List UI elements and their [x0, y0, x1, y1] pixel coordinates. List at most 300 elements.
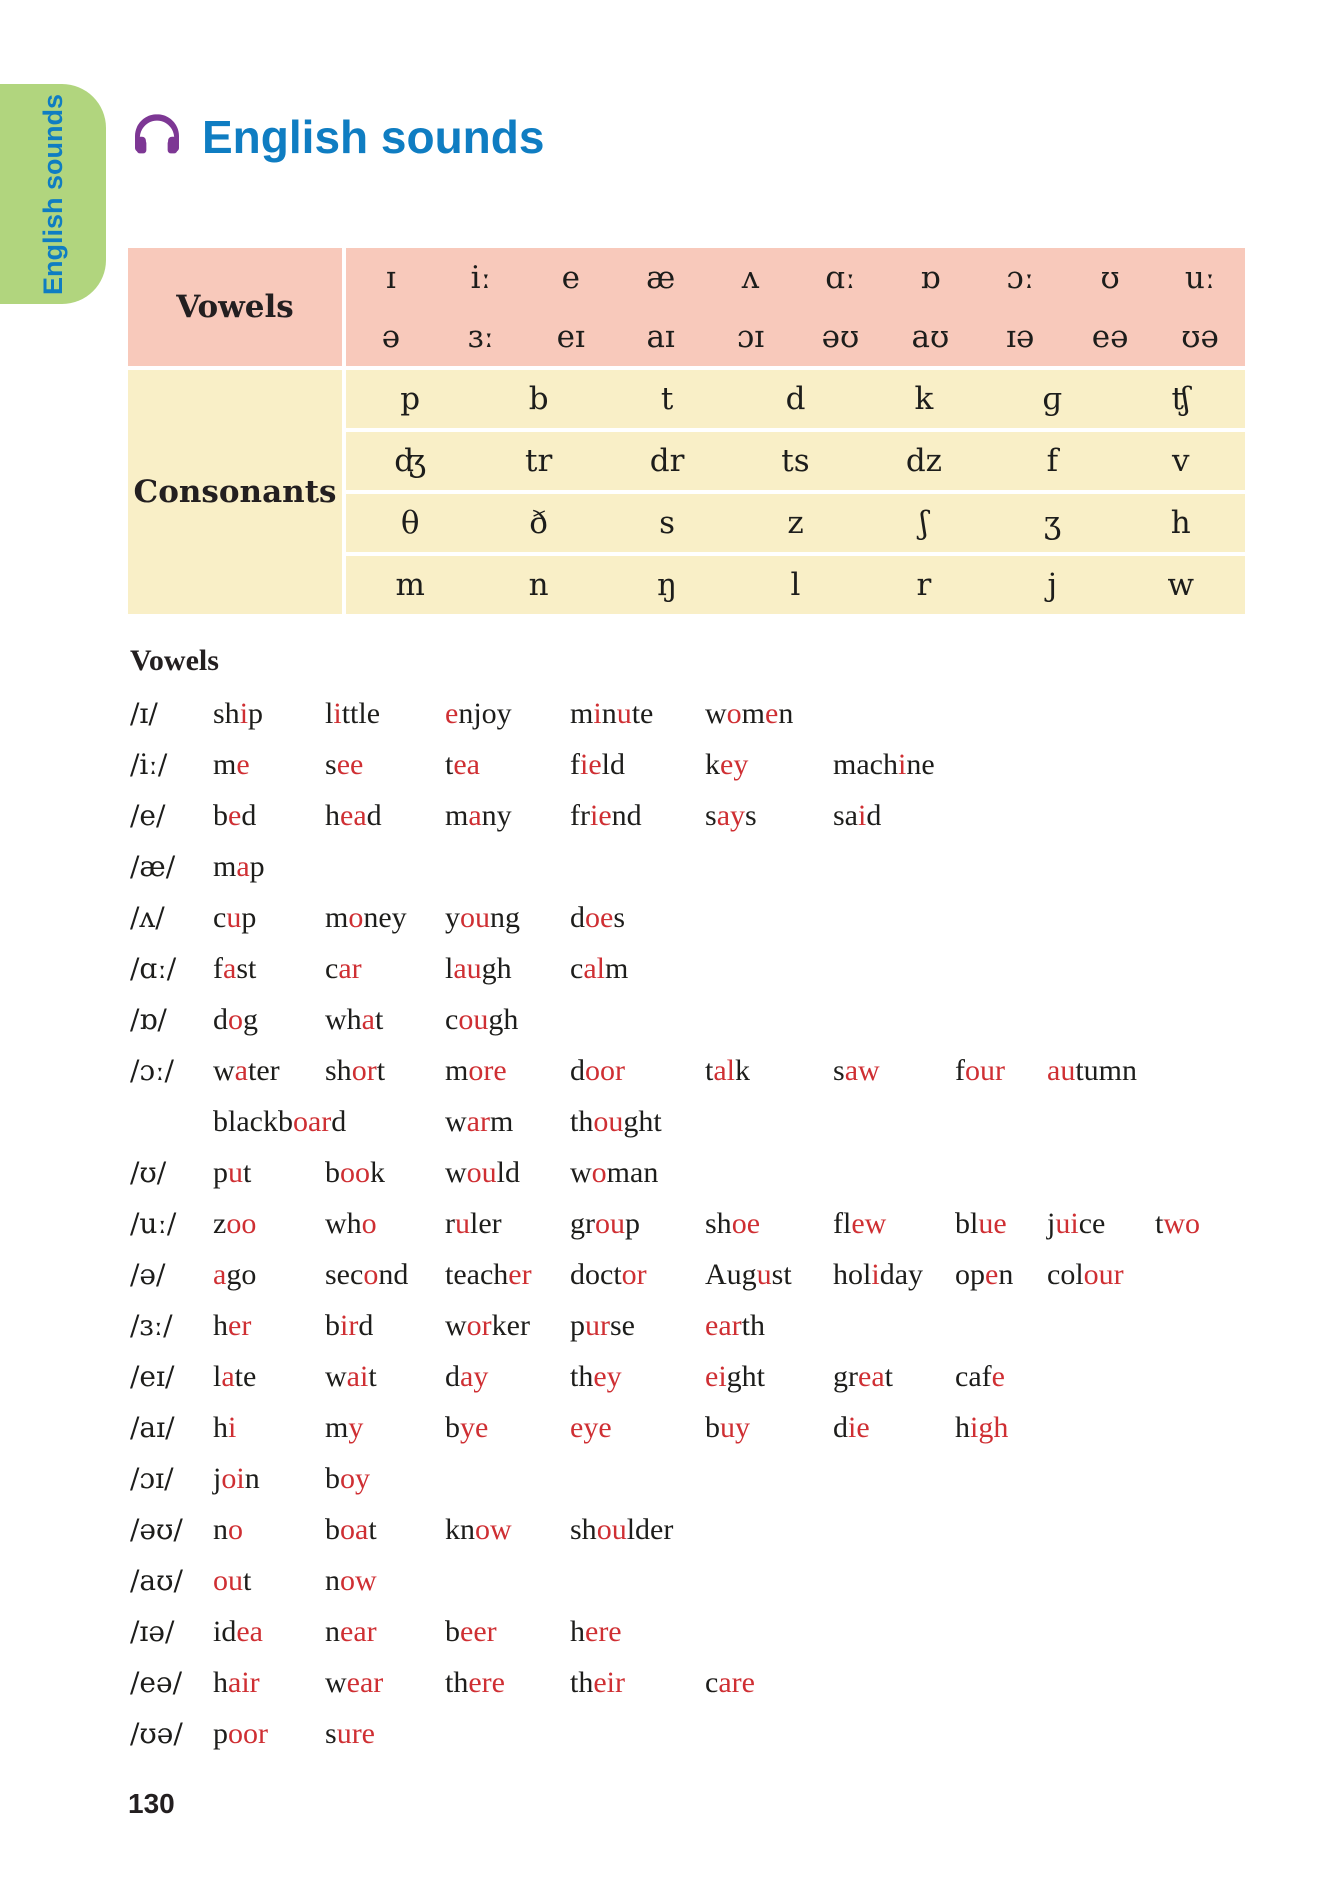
example-word: thought [570, 1105, 662, 1138]
phoneme-label: /ɑː/ [130, 952, 177, 985]
ipa-symbol: p [400, 381, 421, 417]
example-word: calm [570, 952, 629, 985]
highlighted-letters: ear [705, 1309, 742, 1342]
ipa-symbol: ts [781, 443, 810, 479]
highlighted-letters: uy [720, 1411, 750, 1444]
page-title: English sounds [202, 111, 545, 163]
phoneme-label: /ʌ/ [130, 901, 165, 934]
highlighted-letters: ie [589, 799, 612, 832]
highlighted-letters: i [897, 748, 907, 781]
example-word: tea [445, 748, 480, 781]
highlighted-letters: a [234, 1054, 248, 1087]
example-word: holiday [833, 1258, 924, 1291]
example-word: who [325, 1207, 377, 1240]
highlighted-letters: e [991, 1360, 1005, 1393]
example-word: no [213, 1513, 243, 1546]
phoneme-label: /aʊ/ [130, 1564, 183, 1597]
vowel-symbol-rows [346, 248, 1245, 366]
highlighted-letters: e [445, 697, 459, 730]
word-row [130, 943, 1275, 994]
highlighted-letters: ea [453, 748, 480, 781]
example-word: does [570, 901, 626, 934]
phoneme-label: /ɔː/ [130, 1054, 174, 1087]
example-word: join [213, 1462, 260, 1495]
highlighted-letters: ou [593, 1105, 624, 1138]
ipa-symbol: ɔː [1006, 259, 1035, 296]
example-word [570, 1402, 705, 1453]
example-word: little [325, 697, 381, 730]
highlighted-letters: o [348, 901, 364, 934]
example-word: me [213, 748, 250, 781]
example-word: autumn [1047, 1054, 1137, 1087]
ipa-symbol: ʒ [1043, 505, 1062, 541]
example-word: door [570, 1054, 625, 1087]
example-word: fast [213, 952, 257, 985]
sidebar-tab [0, 84, 106, 304]
example-word: bed [213, 799, 257, 832]
highlighted-letters: o [228, 1003, 243, 1036]
sidebar-tab-label: English sounds [37, 93, 68, 295]
ipa-symbol: z [787, 505, 804, 541]
example-word: beer [445, 1615, 497, 1648]
example-word: her [213, 1309, 252, 1342]
ipa-symbol: iː [470, 259, 492, 296]
example-word: said [833, 799, 882, 832]
example-word: more [445, 1054, 507, 1087]
example-word: cough [445, 1003, 519, 1036]
highlighted-letters: ou [595, 1207, 625, 1240]
example-word: hair [213, 1666, 260, 1699]
word-row [130, 1198, 1275, 1249]
ipa-symbol: dr [649, 443, 685, 479]
example-word: saw [833, 1054, 880, 1087]
highlighted-letters: oi [221, 1462, 245, 1495]
highlighted-letters: i [239, 697, 249, 730]
highlighted-letters: i [228, 1411, 237, 1444]
highlighted-letters: ure [336, 1717, 375, 1750]
word-row [130, 841, 1275, 892]
highlighted-letters: a [236, 850, 250, 883]
ipa-symbol: t [660, 381, 674, 417]
highlighted-letters: eir [593, 1666, 625, 1699]
highlighted-letters: oa [340, 1513, 369, 1546]
phoneme-label: /ɔɪ/ [130, 1462, 174, 1495]
example-word: key [705, 748, 749, 781]
highlighted-letters: i [333, 697, 342, 730]
highlighted-letters: ow [475, 1513, 512, 1546]
ipa-symbol: m [395, 567, 425, 603]
example-word: many [445, 799, 512, 832]
word-list [130, 688, 1275, 1759]
highlighted-letters: ie [848, 1411, 870, 1444]
highlighted-letters: ore [468, 1054, 507, 1087]
highlighted-letters: ir [340, 1309, 359, 1342]
ipa-symbol: f [1046, 443, 1059, 479]
consonant-symbol-row [346, 432, 1245, 490]
ipa-symbol: w [1167, 567, 1195, 603]
example-word: cup [213, 901, 257, 934]
highlighted-letters: ui [1055, 1207, 1079, 1240]
example-word: doctor [570, 1258, 647, 1291]
consonants-block [128, 370, 1245, 614]
highlighted-letters: a [213, 1258, 227, 1291]
highlighted-letters: a [221, 1360, 235, 1393]
highlighted-letters: a [223, 952, 237, 985]
phoneme-label: /e/ [130, 799, 166, 832]
word-row [130, 1249, 1275, 1300]
example-word: wait [325, 1360, 377, 1393]
word-row [130, 1351, 1275, 1402]
example-word: zoo [213, 1207, 257, 1240]
example-word: juice [1047, 1207, 1106, 1240]
example-word: says [705, 799, 757, 832]
consonant-symbol-row [346, 556, 1245, 614]
ipa-symbol: s [659, 505, 676, 541]
example-word: would [445, 1156, 521, 1189]
highlighted-letters: ow [340, 1564, 377, 1597]
example-word: ruler [445, 1207, 502, 1240]
word-row [130, 1504, 1275, 1555]
example-word: shoe [705, 1207, 761, 1240]
word-row [130, 1606, 1275, 1657]
example-word: short [325, 1054, 386, 1087]
phoneme-label [130, 1096, 213, 1147]
ipa-symbol: j [1047, 567, 1058, 603]
highlighted-letters: igh [970, 1411, 1009, 1444]
highlighted-letters: oor [585, 1054, 625, 1087]
highlighted-letters: ere [585, 1615, 622, 1648]
example-word: four [955, 1054, 1005, 1087]
ipa-symbol: ð [529, 505, 548, 541]
example-word [325, 1096, 445, 1147]
ipa-symbol: ʧ [1171, 381, 1191, 417]
highlighted-letters: ey [720, 748, 749, 781]
example-word: machine [833, 748, 935, 781]
ipa-symbol: ʤ [394, 443, 427, 479]
highlighted-letters: ere [468, 1666, 505, 1699]
example-word: two [1155, 1207, 1201, 1240]
highlighted-letters: oo [226, 1207, 257, 1240]
example-word: friend [570, 799, 642, 832]
example-word: boy [325, 1462, 370, 1495]
highlighted-letters: ou [458, 1003, 489, 1036]
example-word: ship [213, 697, 264, 730]
highlighted-letters: au [1047, 1054, 1076, 1087]
highlighted-letters: oy [340, 1462, 370, 1495]
highlighted-letters: a [468, 799, 482, 832]
highlighted-letters: oor [228, 1717, 268, 1750]
highlighted-letters: ur [585, 1309, 610, 1342]
example-word: ago [213, 1258, 257, 1291]
word-row [130, 1402, 1275, 1453]
highlighted-letters: our [1083, 1258, 1124, 1291]
ipa-symbol: r [916, 567, 932, 603]
example-word: wear [325, 1666, 384, 1699]
highlighted-letters: ou [466, 1156, 497, 1189]
example-word: near [325, 1615, 377, 1648]
word-row [130, 688, 1275, 739]
highlighted-letters: ew [851, 1207, 887, 1240]
phoneme-label: /eɪ/ [130, 1360, 175, 1393]
word-row [130, 1657, 1275, 1708]
phoneme-label: /eə/ [130, 1666, 183, 1699]
highlighted-letters: wo [1163, 1207, 1201, 1240]
example-word: book [325, 1156, 385, 1189]
example-word: purse [570, 1309, 635, 1342]
highlighted-letters: u [756, 1258, 772, 1291]
word-row [130, 1708, 1275, 1759]
ipa-symbol: ɔɪ [736, 318, 765, 355]
highlighted-letters: eye [570, 1411, 612, 1444]
example-word: laugh [445, 952, 512, 985]
example-word: late [213, 1360, 257, 1393]
word-row [130, 1096, 1275, 1147]
highlighted-letters: ai [346, 1360, 369, 1393]
ipa-symbol: eɪ [556, 318, 585, 355]
phoneme-label: /iː/ [130, 748, 168, 781]
example-word: car [325, 952, 362, 985]
word-row [130, 739, 1275, 790]
example-word: care [705, 1666, 755, 1699]
example-word: hi [213, 1411, 237, 1444]
example-word: know [445, 1513, 512, 1546]
word-row [130, 1045, 1275, 1096]
highlighted-letters: ou [213, 1564, 243, 1597]
example-word: put [213, 1156, 252, 1189]
ipa-symbol: l [790, 567, 801, 603]
page-number: 130 [128, 1788, 175, 1819]
example-word: August [705, 1258, 792, 1291]
highlighted-letters: o [361, 1207, 377, 1240]
example-word: field [570, 748, 625, 781]
highlighted-letters: er [508, 1258, 532, 1291]
highlighted-letters: oo [340, 1156, 370, 1189]
highlighted-letters: ue [978, 1207, 1007, 1240]
ipa-symbol: ʊə [1181, 318, 1219, 355]
highlighted-letters: oe [585, 901, 614, 934]
ipa-symbol: b [528, 381, 549, 417]
highlighted-letters: ee [336, 748, 364, 781]
highlighted-letters: are [718, 1666, 755, 1699]
highlighted-letters: y [348, 1411, 364, 1444]
highlighted-letters: o [363, 1258, 379, 1291]
phoneme-label: /ɜː/ [130, 1309, 173, 1342]
page-header [128, 108, 544, 166]
highlighted-letters: e [985, 1258, 999, 1291]
vowels-section-heading: Vowels [130, 644, 219, 677]
example-word: money [325, 901, 407, 934]
ipa-symbol: ɪ [385, 259, 396, 296]
ipa-symbol: uː [1184, 259, 1216, 296]
ipa-symbol: ʃ [919, 505, 929, 541]
word-row [130, 892, 1275, 943]
highlighted-letters: ea [340, 799, 367, 832]
example-word: day [445, 1360, 489, 1393]
example-word: high [955, 1411, 1009, 1444]
ipa-symbol: ʊ [1100, 259, 1120, 296]
example-word: women [705, 697, 794, 730]
example-word: now [325, 1564, 377, 1597]
phoneme-label: /əʊ/ [130, 1513, 183, 1546]
highlighted-letters: eer [460, 1615, 497, 1648]
highlighted-letters: oar [292, 1105, 332, 1138]
example-word: open [955, 1258, 1014, 1291]
ipa-symbol: ɑː [825, 259, 856, 296]
phoneme-label: /ʊə/ [130, 1717, 183, 1750]
highlighted-letters: e [228, 799, 242, 832]
highlighted-letters: ear [340, 1615, 377, 1648]
example-word: their [570, 1666, 625, 1699]
highlighted-letters: ou [596, 1513, 627, 1546]
example-word: talk [705, 1054, 750, 1087]
headphones-icon [128, 108, 186, 166]
highlighted-letters: u [228, 1156, 243, 1189]
example-word: my [325, 1411, 364, 1444]
highlighted-letters: al [713, 1054, 735, 1087]
highlighted-letters: au [453, 952, 482, 985]
phoneme-label: /aɪ/ [130, 1411, 175, 1444]
example-word: idea [213, 1615, 263, 1648]
phoneme-label: /ʊ/ [130, 1156, 167, 1189]
ipa-symbol: æ [646, 259, 676, 296]
ipa-symbol: d [785, 381, 806, 417]
example-word: boat [325, 1513, 377, 1546]
ipa-symbol: ɜː [467, 318, 494, 355]
ipa-symbol: aʊ [911, 318, 950, 355]
highlighted-letters: o [726, 697, 742, 730]
example-word: poor [213, 1717, 268, 1750]
highlighted-letters: u [226, 901, 242, 934]
highlighted-letters: ye [460, 1411, 489, 1444]
highlighted-letters: u [455, 1207, 470, 1240]
example-word: sure [325, 1717, 375, 1750]
highlighted-letters: ay [460, 1360, 489, 1393]
example-word: map [213, 850, 265, 883]
consonants-label: Consonants [128, 370, 342, 614]
highlighted-letters: ay [716, 799, 746, 832]
consonant-symbol-row [346, 370, 1245, 428]
example-word: cafe [955, 1360, 1005, 1393]
example-word: there [445, 1666, 505, 1699]
example-word: warm [445, 1105, 514, 1138]
example-word: young [445, 901, 520, 934]
highlighted-letters: i [871, 1258, 880, 1291]
ipa-symbol: ə [381, 318, 401, 355]
word-row [130, 790, 1275, 841]
ipa-symbol: ŋ [657, 567, 678, 603]
highlighted-letters: a [361, 1003, 375, 1036]
example-word: what [325, 1003, 384, 1036]
highlighted-letters: our [965, 1054, 1005, 1087]
vowels-label: Vowels [128, 248, 342, 366]
example-word: here [570, 1615, 622, 1648]
example-word: minute [570, 697, 654, 730]
highlighted-letters: oe [731, 1207, 761, 1240]
highlighted-letters: er [228, 1309, 252, 1342]
ipa-symbol: v [1172, 443, 1190, 479]
word-row [130, 1453, 1275, 1504]
example-word: teacher [445, 1258, 532, 1291]
word-row [130, 1555, 1275, 1606]
highlighted-letters: o [228, 1513, 243, 1546]
example-word: group [570, 1207, 640, 1240]
ipa-symbol: ɡ [1042, 381, 1063, 417]
example-word: enjoy [445, 697, 512, 730]
phoneme-label: /ɪ/ [130, 697, 158, 730]
example-word: out [213, 1564, 252, 1597]
highlighted-letters: o [591, 1156, 607, 1189]
vowel-symbol-row [346, 248, 1245, 307]
highlighted-letters: ar [466, 1105, 490, 1138]
example-word: they [570, 1360, 622, 1393]
phoneme-label: /ɒ/ [130, 1003, 167, 1036]
ipa-symbol: əʊ [821, 318, 860, 355]
example-word: eight [705, 1360, 765, 1393]
phoneme-label: /ə/ [130, 1258, 166, 1291]
highlighted-letters: e [765, 697, 779, 730]
example-word: colour [1047, 1258, 1124, 1291]
highlighted-letters: u [616, 697, 632, 730]
highlighted-letters: ea [236, 1615, 263, 1648]
ipa-symbol: k [914, 381, 934, 417]
example-word: earth [705, 1309, 765, 1342]
example-word: water [213, 1054, 280, 1087]
example-word: die [833, 1411, 870, 1444]
highlighted-letters: or [466, 1309, 492, 1342]
example-word: bird [325, 1309, 374, 1342]
highlighted-letters: i [858, 799, 867, 832]
highlighted-letters: ou [460, 901, 490, 934]
highlighted-letters: ey [593, 1360, 622, 1393]
highlighted-letters: aw [844, 1054, 880, 1087]
highlighted-letters: ea [858, 1360, 885, 1393]
example-word: great [833, 1360, 893, 1393]
ipa-symbol: dz [905, 443, 943, 479]
vowel-symbol-row [346, 307, 1245, 366]
ipa-symbol: ɪə [1006, 318, 1035, 355]
highlighted-letters: or [351, 1054, 377, 1087]
example-word: blackboard [213, 1105, 347, 1138]
phoneme-label: /æ/ [130, 850, 176, 883]
highlighted-letters: i [593, 697, 602, 730]
word-row [130, 994, 1275, 1045]
phoneme-label: /ɪə/ [130, 1615, 175, 1648]
ipa-symbol: eə [1091, 318, 1129, 355]
consonant-symbol-rows [346, 370, 1245, 614]
ipa-symbol: tr [524, 443, 553, 479]
phoneme-label: /uː/ [130, 1207, 177, 1240]
word-row [130, 1300, 1275, 1351]
ipa-symbol: h [1170, 505, 1191, 541]
highlighted-letters: ear [346, 1666, 384, 1699]
example-word: bye [445, 1411, 489, 1444]
ipa-symbol: e [561, 259, 580, 296]
ipa-symbol: aɪ [646, 318, 675, 355]
ipa-symbol: ʌ [741, 259, 760, 296]
consonant-symbol-row [346, 494, 1245, 552]
highlighted-letters: e [236, 748, 250, 781]
ipa-symbol: ɒ [920, 259, 941, 296]
example-word: second [325, 1258, 409, 1291]
highlighted-letters: ie [580, 748, 602, 781]
ipa-symbol: n [528, 567, 549, 603]
example-word: flew [833, 1207, 887, 1240]
example-word: dog [213, 1003, 258, 1036]
example-word: blue [955, 1207, 1007, 1240]
word-row [130, 1147, 1275, 1198]
highlighted-letters: ei [705, 1360, 727, 1393]
example-word: see [325, 748, 364, 781]
